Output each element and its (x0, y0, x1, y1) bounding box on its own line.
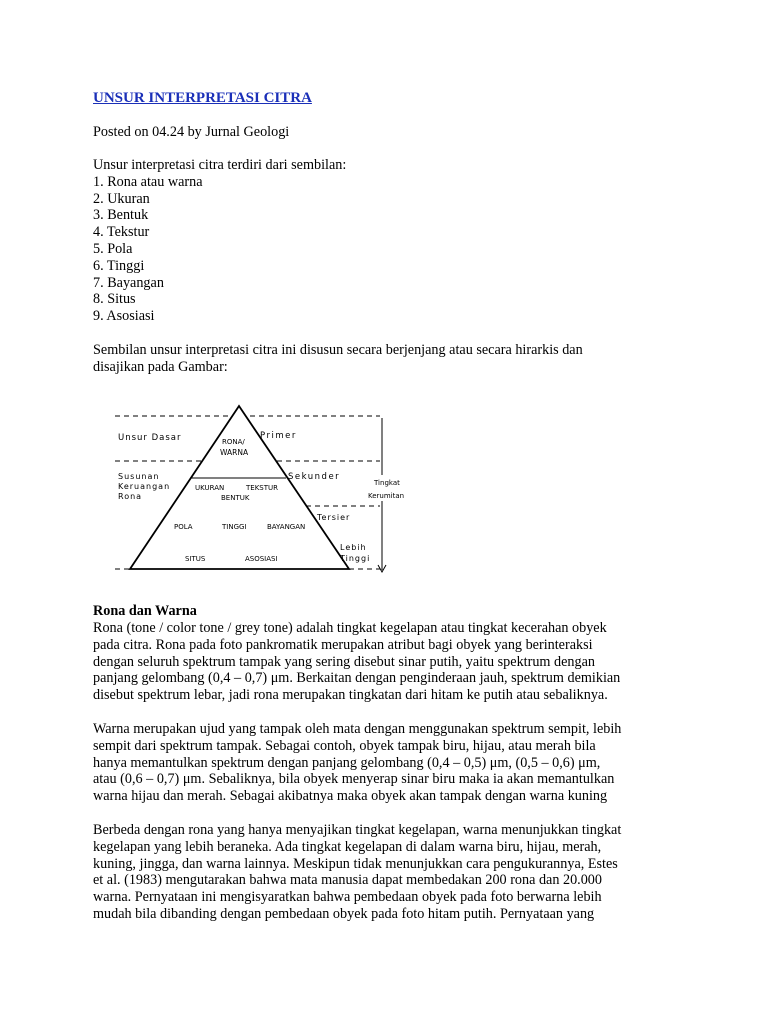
label-bentuk: BENTUK (221, 494, 250, 502)
label-pola: POLA (174, 523, 193, 531)
label-rona: RONA/ (222, 438, 245, 446)
label-sekunder: Sekunder (288, 472, 341, 482)
label-tinggi-inner: TINGGI (222, 523, 247, 531)
paragraph-line: disebut spektrum lebar, jadi rona merupakan tingkatan dari hitam ke putih atau sebaliknya. (93, 687, 608, 704)
label-lebih: Lebih (340, 543, 367, 552)
paragraph-line: warna hijau dan merah. Sebagai akibatnya maka obyek akan tampak dengan warna kuning (93, 788, 608, 805)
label-tersier: Tersier (317, 513, 351, 522)
section-heading-rona: Rona dan Warna (93, 603, 197, 619)
paragraph-line: hanya memantulkan spektrum dengan panjang gelombang (0,4 – 0,5) μm, (0,5 – 0,6) μm, (93, 754, 601, 771)
rona-paragraph (93, 620, 683, 704)
paragraph-line: disajikan pada Gambar: (93, 358, 228, 375)
list-item: 5. Pola (93, 240, 133, 257)
list-item: 4. Tekstur (93, 224, 150, 241)
element-list (93, 174, 346, 325)
label-warna: WARNA (220, 448, 249, 457)
list-item: 6. Tinggi (93, 257, 145, 274)
label-kerumitan: Kerumitan (368, 492, 405, 500)
label-tingkat: Tingkat (374, 479, 400, 487)
paragraph-line: warna. Pernyataan ini mengisyaratkan bahwa pembedaan obyek pada foto berwarna lebih (93, 889, 602, 906)
label-susunan: Susunan (118, 472, 160, 481)
list-item: 3. Bentuk (93, 207, 149, 224)
list-item: 9. Asosiasi (93, 308, 155, 325)
paragraph-line: mudah bila dibanding dengan pembedaan obyek pada foto hitam putih. Pernyataan yang (93, 905, 595, 922)
intro-text: Unsur interpretasi citra terdiri dari sembilan: (93, 157, 347, 173)
berbeda-paragraph (93, 822, 683, 923)
paragraph-line: pada citra. Rona pada foto pankromatik merupakan atribut bagi obyek yang berinteraksi (93, 636, 593, 653)
label-keruangan: Keruangan (118, 482, 171, 491)
list-item: 1. Rona atau warna (93, 173, 203, 190)
paragraph-line: Sembilan unsur interpretasi citra ini disusun secara berjenjang atau secara hirarkis dan (93, 342, 583, 358)
hierarchy-paragraph (93, 342, 683, 376)
label-ukuran: UKURAN (195, 484, 225, 492)
paragraph-line: sempit dari spektrum tampak. Sebagai contoh, obyek tampak biru, hijau, atau merah bila (93, 737, 596, 754)
label-rona-left: Rona (118, 492, 143, 501)
label-unsur-dasar: Unsur Dasar (118, 433, 182, 443)
list-item: 8. Situs (93, 291, 136, 308)
paragraph-line: et al. (1983) mengutarakan bahwa mata manusia dapat membedakan 200 rona dan 20.000 (93, 872, 602, 889)
paragraph-line: atau (0,6 – 0,7) μm. Sebaliknya, bila obyek menyerap sinar biru maka ia akan memantulkan (93, 771, 615, 788)
list-item: 7. Bayangan (93, 274, 164, 291)
list-item: 2. Ukuran (93, 190, 150, 207)
label-tinggi: Tinggi (340, 554, 371, 563)
paragraph-line: dengan seluruh spektrum tampak yang sering disebut sinar putih, yaitu spektrum dengan (93, 653, 595, 670)
article-title-link[interactable]: UNSUR INTERPRETASI CITRA (93, 90, 312, 106)
paragraph-line: Rona (tone / color tone / grey tone) adalah tingkat kegelapan atau tingkat kecerahan obyek (93, 620, 607, 636)
label-asosiasi: ASOSIASI (245, 555, 278, 563)
label-tekstur: TEKSTUR (246, 484, 278, 492)
hierarchy-pyramid-diagram (110, 398, 420, 584)
paragraph-line: Berbeda dengan rona yang hanya menyajikan tingkat kegelapan, warna menunjukkan tingkat (93, 822, 622, 838)
paragraph-line: panjang gelombang (0,4 – 0,7) μm. Berkaitan dengan penginderaan jauh, spektrum demikian (93, 670, 621, 687)
paragraph-line: Warna merupakan ujud yang tampak oleh mata dengan menggunakan spektrum sempit, lebih (93, 721, 622, 737)
post-meta: Posted on 04.24 by Jurnal Geologi (93, 124, 290, 140)
paragraph-line: kuning, jingga, dan warna lainnya. Meskipun tidak menunjukkan cara pengukurannya, Estes (93, 855, 618, 872)
paragraph-line: kegelapan yang lebih beraneka. Ada tingkat kegelapan di dalam warna biru, hijau, merah, (93, 838, 602, 855)
label-bayangan: BAYANGAN (267, 523, 306, 531)
label-primer: Primer (260, 431, 297, 441)
label-situs: SITUS (185, 555, 206, 563)
warna-paragraph (93, 721, 683, 805)
intro-block (93, 157, 346, 325)
